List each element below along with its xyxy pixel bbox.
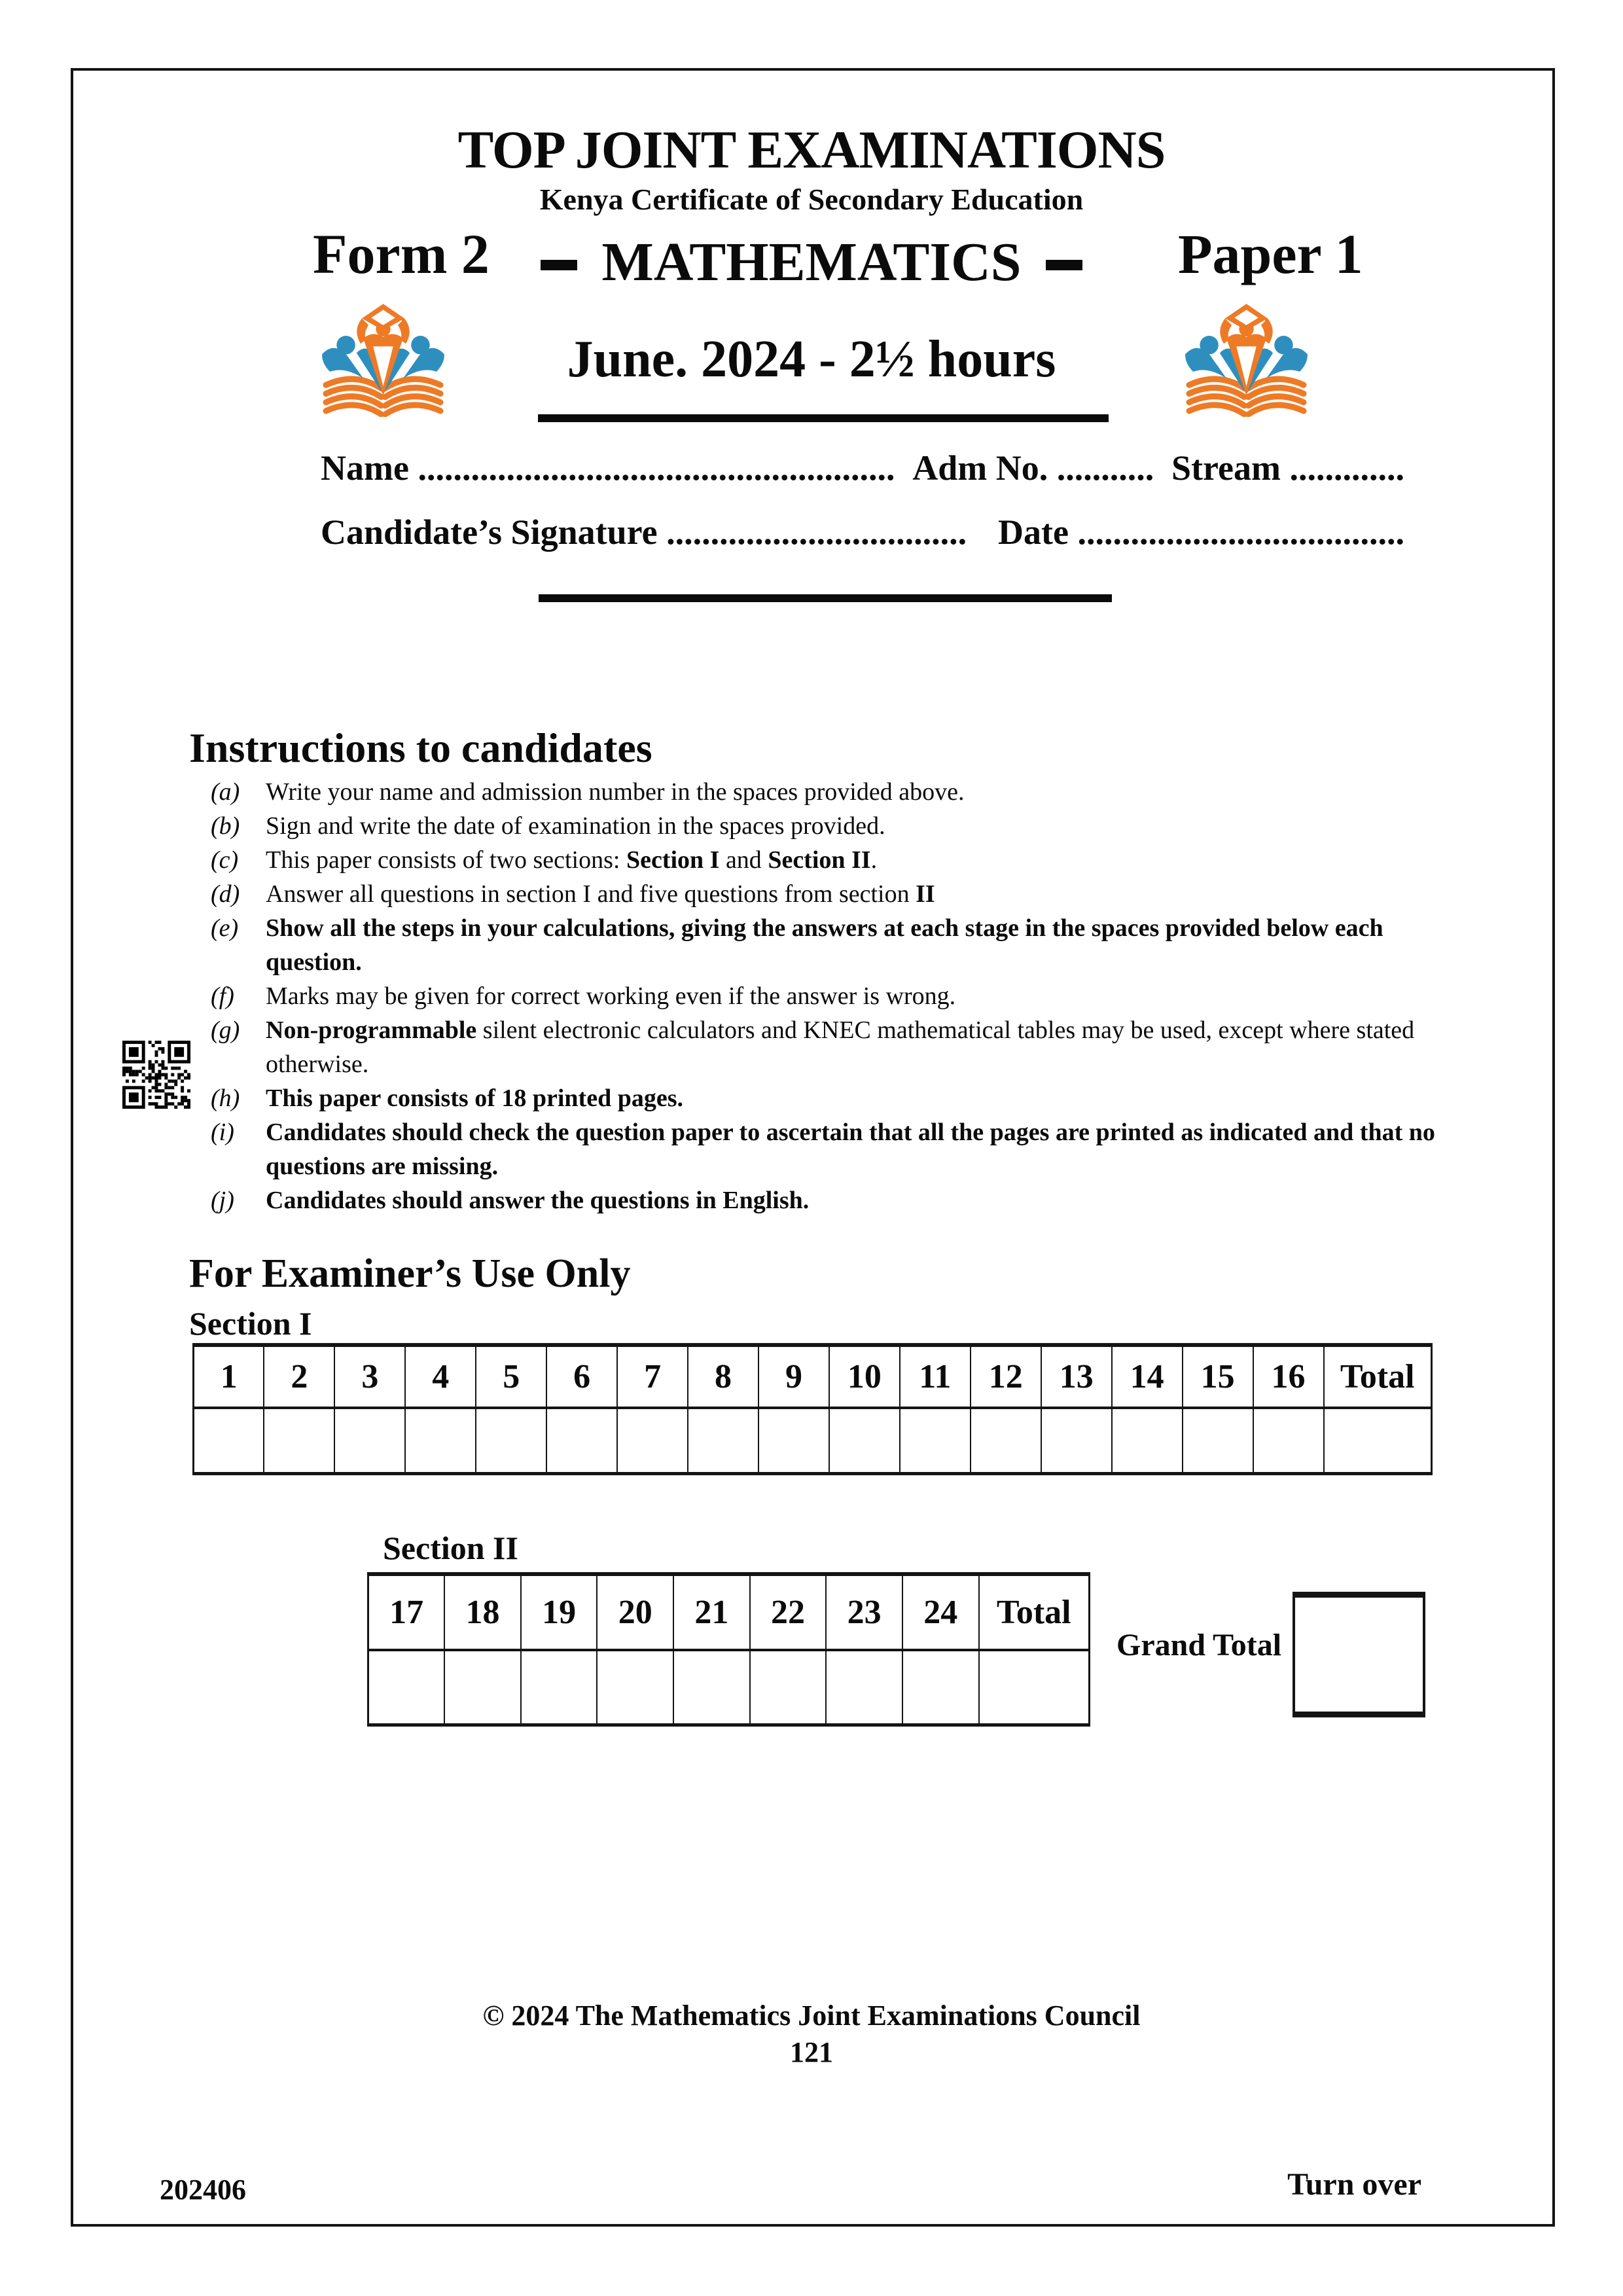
session-duration: June. 2024 - 2½ hours [567,331,1056,388]
question-col-header: Total [979,1574,1090,1650]
marks-cell [750,1650,827,1725]
instruction-index: (j) [211,1187,234,1214]
instruction-text: This paper consists of two sections: Section I and Section II. [266,846,878,874]
header-rule-bottom [539,594,1112,602]
instruction-index: (a) [211,778,240,806]
instruction-item [211,775,1457,809]
section1-label: Section I [189,1305,312,1342]
instruction-index: (d) [211,880,240,908]
copyright-line: © 2024 The Mathematics Joint Examinations Council [482,2000,1141,2032]
signature-dotted-line: .................................. [666,512,967,552]
instructions-title: Instructions to candidates [189,725,652,771]
question-col-header: Total [1324,1345,1432,1408]
question-col-header: 11 [900,1345,971,1408]
marks-cell [1183,1408,1253,1473]
turn-over-label: Turn over [1287,2167,1421,2202]
adm-no-field [912,448,1154,488]
section1-marks-table [192,1343,1433,1475]
exam-body-title: TOP JOINT EXAMINATIONS [457,120,1166,179]
marks-cell [1253,1408,1324,1473]
grand-total-label: Grand Total [1116,1628,1282,1662]
instruction-text: Candidates should answer the questions in English. [266,1187,810,1214]
instruction-text: Write your name and admission number in the spaces provided above. [266,778,965,806]
question-col-header: 7 [617,1345,688,1408]
marks-cell [1324,1408,1432,1473]
date-dotted-line: ..................................... [1077,512,1404,552]
question-col-header: 18 [444,1574,521,1650]
instruction-index: (f) [211,982,234,1010]
subject-title [0,230,1623,294]
paper-label: Paper 1 [1178,223,1363,285]
stream-label: Stream [1171,448,1290,488]
question-col-header: 17 [368,1574,445,1650]
marks-cell [979,1650,1090,1725]
marks-cell [826,1650,902,1725]
question-col-header: 8 [688,1345,758,1408]
instructions-list [211,775,1457,1217]
question-col-header: 6 [546,1345,617,1408]
marks-cell [194,1408,264,1473]
marks-cell [829,1408,900,1473]
marks-cell [368,1650,445,1725]
grand-total-box [1293,1592,1425,1717]
instruction-item [211,1081,1457,1115]
instruction-item [211,1115,1457,1183]
qr-code [122,1041,190,1109]
candidate-name-row [321,448,1404,488]
marks-cell [334,1408,405,1473]
marks-cell [673,1650,750,1725]
marks-cell [758,1408,829,1473]
marks-cell [971,1408,1041,1473]
instruction-item [211,911,1457,979]
question-col-header: 24 [902,1574,979,1650]
adm-no-label: Adm No. [912,448,1057,488]
header-rule-top [538,414,1109,422]
instruction-index: (g) [211,1016,240,1044]
instruction-text: Show all the steps in your calculations, giving the answers at each stage in the spaces provided below each question. [266,914,1383,976]
question-col-header: 9 [758,1345,829,1408]
question-col-header: 23 [826,1574,902,1650]
marks-cell [444,1650,521,1725]
instruction-text: Non-programmable silent electronic calculators and KNEC mathematical tables may be used, except where stated otherwise. [266,1016,1415,1078]
instruction-text: Sign and write the date of examination in the spaces provided. [266,812,885,840]
instruction-text: Answer all questions in section I and five questions from section II [266,880,935,908]
question-col-header: 10 [829,1345,900,1408]
question-col-header: 14 [1112,1345,1183,1408]
question-col-header: 16 [1253,1345,1324,1408]
adm-no-dotted-line: ........... [1056,448,1154,488]
date-label: Date [998,512,1078,552]
instruction-item [211,1013,1457,1081]
marks-cell [521,1650,597,1725]
signature-label: Candidate’s Signature [321,512,667,552]
marks-cell [1112,1408,1183,1473]
instruction-item [211,979,1457,1013]
stream-field [1171,448,1404,488]
instruction-text: Candidates should check the question paper to ascertain that all the pages are printed as indicated and that no questions are missing. [266,1119,1435,1180]
section2-marks-table [367,1572,1090,1727]
name-field [321,448,895,488]
question-col-header: 3 [334,1345,405,1408]
marks-cell [405,1408,476,1473]
marks-cell [617,1408,688,1473]
page-number: 121 [790,2036,833,2068]
instruction-index: (b) [211,812,240,840]
instruction-text: This paper consists of 18 printed pages. [266,1085,684,1112]
name-dotted-line: ...................................................... [418,448,895,488]
instruction-item [211,809,1457,843]
instruction-index: (c) [211,846,239,874]
question-col-header: 1 [194,1345,264,1408]
marks-cell [1041,1408,1112,1473]
signature-date-row [321,512,1404,552]
dash-right [1046,260,1082,270]
form-label: Form 2 [313,223,490,285]
instruction-text: Marks may be given for correct working even if the answer is wrong. [266,982,956,1010]
exam-subtitle: Kenya Certificate of Secondary Education [539,183,1084,216]
instruction-index: (h) [211,1085,240,1112]
question-col-header: 12 [971,1345,1041,1408]
marks-cell [902,1650,979,1725]
marks-cell [688,1408,758,1473]
marks-cell [546,1408,617,1473]
signature-field [321,512,967,552]
question-col-header: 5 [476,1345,546,1408]
paper-code: 202406 [160,2174,246,2206]
instruction-item [211,877,1457,911]
examiner-use-title: For Examiner’s Use Only [189,1251,631,1296]
marks-cell [476,1408,546,1473]
date-field [998,512,1404,552]
dash-left [541,260,577,270]
question-col-header: 4 [405,1345,476,1408]
marks-cell [597,1650,673,1725]
question-col-header: 13 [1041,1345,1112,1408]
stream-dotted-line: ............. [1289,448,1404,488]
name-label: Name [321,448,418,488]
marks-cell [900,1408,971,1473]
question-col-header: 22 [750,1574,827,1650]
section2-label: Section II [383,1530,518,1566]
question-col-header: 2 [264,1345,334,1408]
instruction-item [211,1183,1457,1217]
question-col-header: 20 [597,1574,673,1650]
instruction-index: (i) [211,1119,234,1146]
instruction-item [211,843,1457,877]
marks-cell [264,1408,334,1473]
instruction-index: (e) [211,914,239,942]
question-col-header: 21 [673,1574,750,1650]
subject-name: MATHEMATICS [601,232,1022,293]
question-col-header: 19 [521,1574,597,1650]
question-col-header: 15 [1183,1345,1253,1408]
